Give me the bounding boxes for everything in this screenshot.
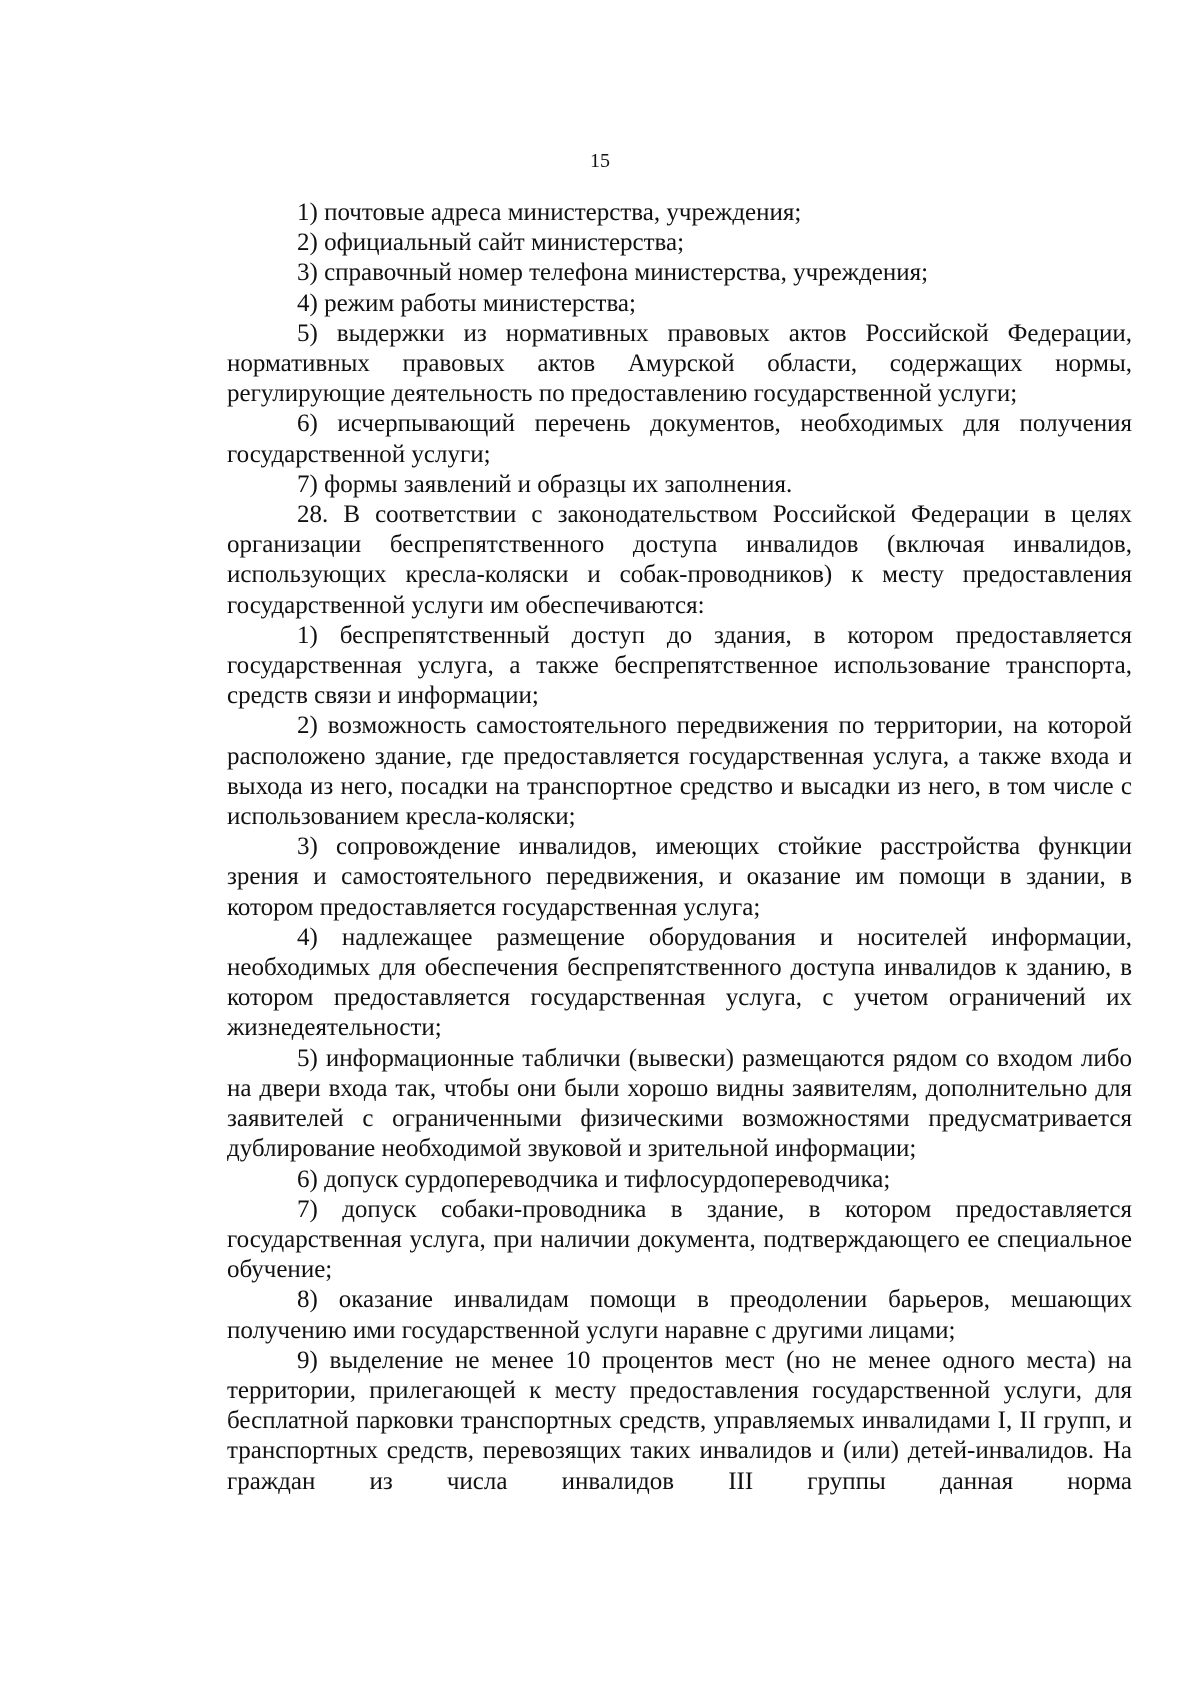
list-item: 8) оказание инвалидам помощи в преодолении барьеров, мешающих получению ими государственной услуги наравне с другими лицами;	[227, 1286, 1132, 1344]
list-item: 4) надлежащее размещение оборудования и носителей информации, необходимых для обеспечения беспрепятственного доступа инвалидов к зданию, в котором предоставляется государственная услуга, с учетом ограничений их жизнедеятельности;	[227, 923, 1132, 1042]
page-number: 15	[590, 150, 610, 172]
section-paragraph: 28. В соответствии с законодательством Российской Федерации в целях организации беспрепятственного доступа инвалидов (включая инвалидов, использующих кресла-коляски и собак-проводников) к месту предоставления государственной услуги им обеспечиваются:	[227, 501, 1132, 619]
list-item: 9) выделение не менее 10 процентов мест (но не менее одного места) на территории, прилегающей к месту предоставления государственной услуги, для бесплатной парковки транспортных средств, управляемых инвалидами I, II групп, и транспортных средств, перевозящих таких инвалидов и (или) детей-инвалидов. На граждан из числа инвалидов III группы данная норма	[227, 1346, 1132, 1495]
list-item: 1) почтовые адреса министерства, учреждения;	[297, 199, 802, 226]
list-item: 6) допуск сурдопереводчика и тифлосурдопереводчика;	[297, 1165, 891, 1193]
list-item: 2) официальный сайт министерства;	[297, 229, 685, 257]
list-item: 3) справочный номер телефона министерства, учреждения;	[297, 259, 929, 287]
list-item: 7) допуск собаки-проводника в здание, в котором предоставляется государственная услуга, при наличии документа, подтверждающего ее специальное обучение;	[227, 1195, 1132, 1284]
list-item: 2) возможность самостоятельного передвижения по территории, на которой расположено здание, где предоставляется государственная услуга, а также входа и выхода из него, посадки на транспортное средство и высадки из него, в том числе с использованием кресла-коляски;	[227, 712, 1132, 831]
list-item: 3) сопровождение инвалидов, имеющих стойкие расстройства функции зрения и самостоятельного передвижения, и оказание им помощи в здании, в котором предоставляется государственная услуга;	[227, 833, 1132, 921]
list-item: 7) формы заявлений и образцы их заполнения.	[297, 470, 793, 498]
list-item: 6) исчерпывающий перечень документов, необходимых для получения государственной услуги;	[227, 410, 1132, 468]
list-item: 1) беспрепятственный доступ до здания, в котором предоставляется государственная услуга, а также беспрепятственное использование транспорта, средств связи и информации;	[227, 621, 1132, 710]
list-item: 4) режим работы министерства;	[297, 289, 636, 317]
list-item: 5) выдержки из нормативных правовых актов Российской Федерации, нормативных правовых актов Амурской области, содержащих нормы, регулирующие деятельность по предоставлению государственной услуги;	[227, 319, 1132, 408]
document-body	[227, 198, 1132, 1497]
list-item: 5) информационные таблички (вывески) размещаются рядом со входом либо на двери входа так, чтобы они были хорошо видны заявителям, дополнительно для заявителей с ограниченными физическими возможностями предусматривается дублирование необходимой звуковой и зрительной информации;	[227, 1044, 1132, 1163]
